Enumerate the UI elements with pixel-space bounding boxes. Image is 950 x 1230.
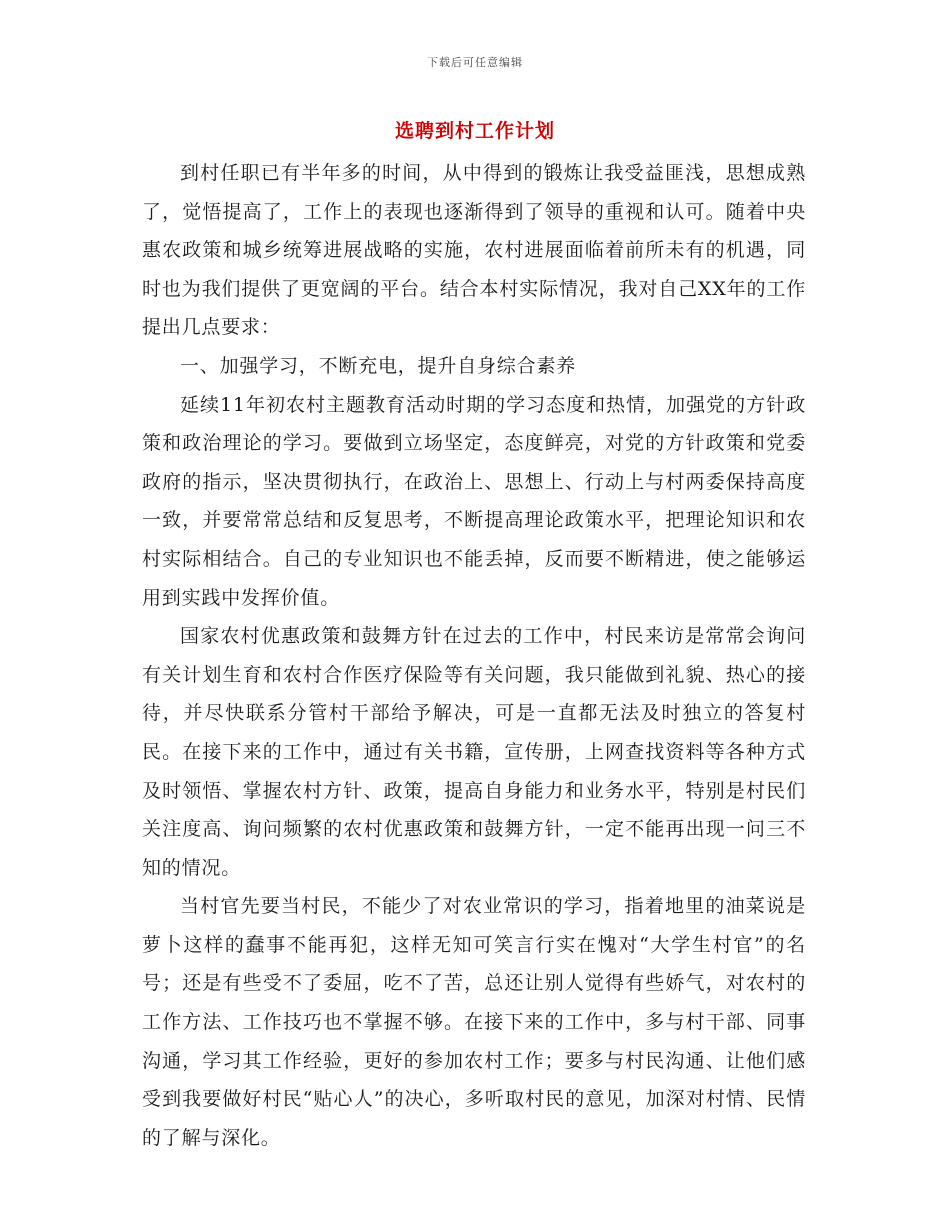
paragraph-villager: 当村官先要当村民，不能少了对农业常识的学习，指着地里的油菜说是萝卜这样的蠢事不能再犯，这样无知可笑言行实在愧对“大学生村官”的名号；还是有些受不了委屈，吃不了苦，总还让别人觉得有些娇气，对农村的工作方法、工作技巧也不掌握不够。在接下来的工作中，多与村干部、同事沟通，学习其工作经验，更好的参加农村工作；要多与村民沟通、让他们感受到我要做好村民“贴心人”的决心，多听取村民的意见，加深对村情、民情的了解与深化。: [142, 895, 806, 1149]
section-heading-1: 一、加强学习，不断充电，提升自身综合素养: [180, 354, 577, 377]
document-title: 选聘到村工作计划: [394, 120, 555, 142]
paragraph-policy: 国家农村优惠政策和鼓舞方针在过去的工作中，村民来访是常常会询问有关计划生育和农村合作医疗保险等有关问题，我只能做到礼貌、热心的接待，并尽快联系分管村干部给予解决，可是一直都无法及时独立的答复村民。在接下来的工作中，通过有关书籍，宣传册，上网查找资料等各种方式及时领悟、掌握农村方针、政策，提高自身能力和业务水平，特别是村民们关注度高、询问频繁的农村优惠政策和鼓舞方针，一定不能再出现一问三不知的情况。: [142, 625, 806, 879]
header-note: 下载后可任意编辑: [427, 56, 523, 69]
paragraph-intro: 到村任职已有半年多的时间，从中得到的锻炼让我受益匪浅，思想成熟了，觉悟提高了，工作上的表现也逐渐得到了领导的重视和认可。随着中央惠农政策和城乡统筹进展战略的实施，农村进展面临着前所未有的机遇，同时也为我们提供了更宽阔的平台。结合本村实际情况，我对自己XX年的工作提出几点要求：: [142, 162, 806, 339]
document-body: [142, 154, 806, 1157]
paragraph-study: 延续11年初农村主题教育活动时期的学习态度和热情，加强党的方针政策和政治理论的学习。要做到立场坚定，态度鲜亮，对党的方针政策和党委政府的指示，坚决贯彻执行，在政治上、思想上、行动上与村两委保持高度一致，并要常常总结和反复思考，不断提高理论政策水平，把理论知识和农村实际相结合。自己的专业知识也不能丢掉，反而要不断精进，使之能够运用到实践中发挥价值。: [142, 393, 806, 609]
